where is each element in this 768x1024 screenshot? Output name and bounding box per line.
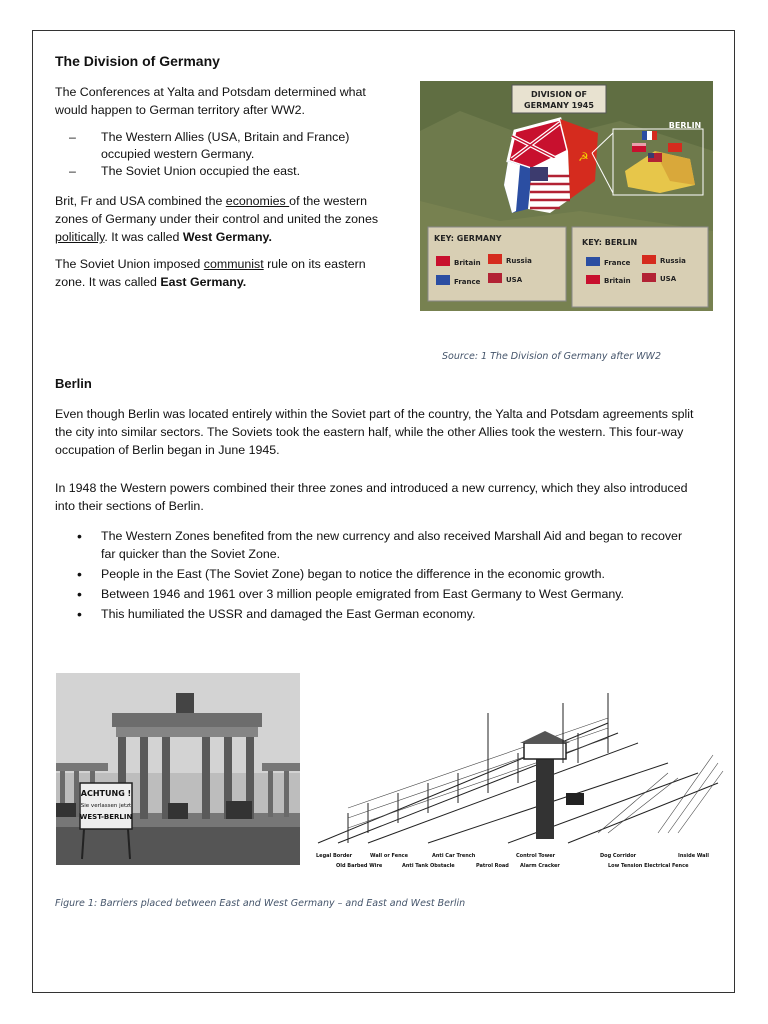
label-legal-border: Legal Border xyxy=(316,853,353,859)
label-alarm-cracker: Alarm Cracker xyxy=(520,863,560,869)
list-item: • People in the East (The Soviet Zone) began to notice the difference in the economic growth. xyxy=(55,565,685,583)
key-berlin-britain: Britain xyxy=(604,277,631,285)
label-control-tower: Control Tower xyxy=(516,853,556,859)
label-old-barbed-wire: Old Barbed Wire xyxy=(336,863,383,869)
label-patrol-road: Patrol Road xyxy=(476,863,509,869)
label-inside-wall: Inside Wall xyxy=(678,853,709,859)
underlined-term: communist xyxy=(203,257,264,271)
sign-line3: WEST-BERLIN xyxy=(79,813,133,821)
text-run: Brit, Fr and USA combined the xyxy=(55,194,226,208)
label-wall-or-fence: Wall or Fence xyxy=(370,853,409,859)
key-germany-title: KEY: GERMANY xyxy=(434,234,502,243)
text-run: . It was called xyxy=(104,230,183,244)
occupation-list xyxy=(55,129,395,180)
key-berlin-france: France xyxy=(604,259,631,267)
key-germany-france: France xyxy=(454,278,481,286)
list-item: – The Western Allies (USA, Britain and France) occupied western Germany. xyxy=(55,129,395,163)
berlin-paragraph-1: Even though Berlin was located entirely within the Soviet part of the country, the Yalta and Potsdam agreements split the city into similar sectors. The Soviets took the eastern half, while the other Allies took the western. This four-way occupation of Berlin began in June 1945. xyxy=(55,407,694,457)
berlin-paragraph-2: In 1948 the Western powers combined their three zones and introduced a new currency, which they also introduced into their sections of Berlin. xyxy=(55,481,688,513)
map-banner-line2: GERMANY 1945 xyxy=(524,101,594,110)
page-title: The Division of Germany xyxy=(55,53,220,69)
label-electrical-fence: Low Tension Electrical Fence xyxy=(608,863,689,869)
wall-sketch xyxy=(308,683,726,873)
map-illustration xyxy=(420,81,713,311)
underlined-term: politically xyxy=(55,230,105,244)
sign-line1: ACHTUNG ! xyxy=(80,789,132,798)
hammer-sickle-icon: ☭ xyxy=(578,150,589,164)
berlin-wall-diagram xyxy=(308,683,726,873)
gate-illustration xyxy=(56,673,300,865)
east-germany-paragraph xyxy=(55,255,395,291)
key-germany-russia: Russia xyxy=(506,257,532,265)
list-item: • The Western Zones benefited from the new currency and also received Marshall Aid and began to recover far quicker than the Soviet Zone. xyxy=(55,527,685,563)
label-dog-corridor: Dog Corridor xyxy=(600,853,637,859)
bold-term: West Germany. xyxy=(182,230,272,244)
intro-text: The Conferences at Yalta and Potsdam determined what would happen to German territory after WW2. xyxy=(55,85,366,117)
division-map-image xyxy=(420,81,713,311)
figure-caption: Figure 1: Barriers placed between East and West Germany – and East and West Berlin xyxy=(55,898,466,909)
intro-paragraph xyxy=(55,83,395,119)
text-run: of the western zones of Germany under their control and united the zones xyxy=(55,194,379,226)
list-item: – The Soviet Union occupied the east. xyxy=(55,163,395,180)
label-anti-tank-obstacle: Anti Tank Obstacle xyxy=(402,863,455,869)
west-germany-paragraph xyxy=(55,192,403,246)
key-germany-usa: USA xyxy=(506,276,523,284)
key-germany-britain: Britain xyxy=(454,259,481,267)
sign-line2: Sie verlassen jetzt xyxy=(80,803,132,809)
list-item: • This humiliated the USSR and damaged the East German economy. xyxy=(55,605,685,623)
list-item: • Between 1946 and 1961 over 3 million people emigrated from East Germany to West Germany. xyxy=(55,585,685,603)
document-page xyxy=(32,30,735,993)
berlin-heading: Berlin xyxy=(55,376,92,391)
map-banner-line1: DIVISION OF xyxy=(530,90,588,99)
source-caption: Source: 1 The Division of Germany after WW2 xyxy=(442,351,661,362)
brandenburg-gate-photo xyxy=(56,673,300,865)
underlined-term: economies xyxy=(225,194,290,208)
key-berlin-russia: Russia xyxy=(660,257,686,265)
bold-term: East Germany. xyxy=(160,275,247,289)
key-berlin-usa: USA xyxy=(660,275,677,283)
key-berlin-title: KEY: BERLIN xyxy=(582,238,638,247)
text-run: rule on its eastern zone. It was called xyxy=(55,257,366,289)
berlin-inset-label: BERLIN xyxy=(668,121,702,130)
text-run: The Soviet Union imposed xyxy=(55,257,204,271)
consequences-list xyxy=(55,527,685,625)
label-anti-car-trench: Anti Car Trench xyxy=(432,853,476,859)
